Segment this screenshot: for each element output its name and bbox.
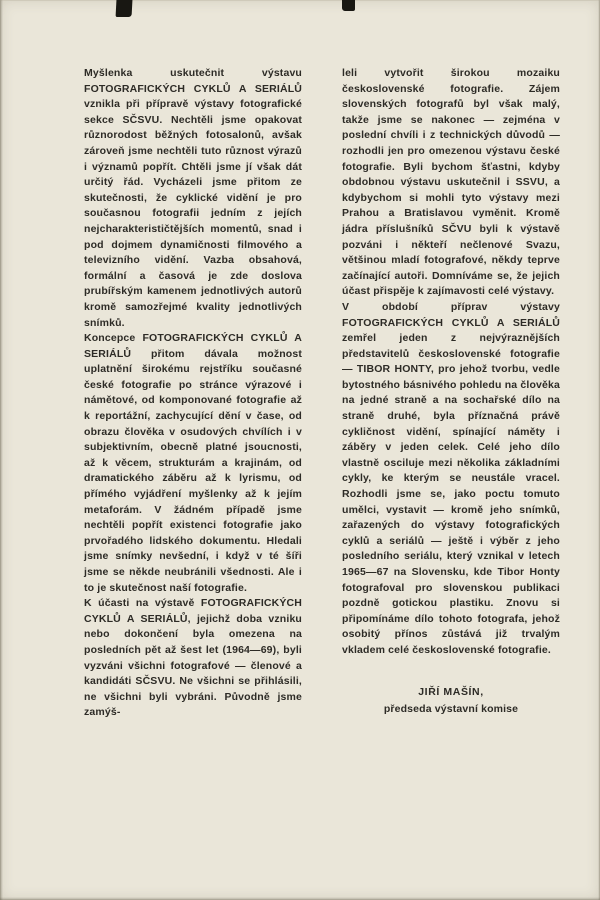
paragraph: V období příprav výstavy FOTOGRAFICKÝCH CYKLŮ A SERIÁLŮ zemřel jeden z nejvýraznějších představitelů československé fotografie — TIBOR HONTY, pro jehož tvorbu, vedle bytostného básnivého pohledu na člověka na jedné straně a na sochařské dílo na straně druhé, byla příznačná právě cykličnost vidění, spínající náměty i záběry v jeden celek. Celé jeho dílo vlastně osciluje mezi několika základními cykly, ke kterým se neustále vracel. Rozhodli jsme se, jako poctu tomuto umělci, vystavit — kromě jeho snímků, zařazených do výstavy fotografických cyklů a seriálů — ještě i výběr z jeho posledního seriálu, který vznikal v letech 1965—67 na Slovensku, kde Tibor Honty fotografoval pro slovenskou publikaci pozdně gotickou plastiku. Znovu si připomínáme dílo tohoto fotografa, jehož osobitý přínos zůstává již trvalým vkladem celé československé fotografie. [342,300,560,656]
left-column [84,66,302,721]
paragraph: Koncepce FOTOGRAFICKÝCH CYKLŮ A SERIÁLŮ přitom dávala možnost uplatnění širokému rejstříku současné české fotografie po stránce výrazové i námětové, od komponované fotografie až k reportážní, zachycující dění v čase, od obrazu člověka v osudových chvílích i v subjektivním, obecně platné jsoucnosti, až k věcem, strukturám a krajinám, od dramatického záběru až k lyrismu, od přímého vyjádření myšlenky až k jejím metaforám. V žádném případě jsme nechtěli popřít existenci fotografie jako prvořadého lidského dokumentu. Hledali jsme snímky nevšední, i když v té šíři jsme se někde neubránili všednosti. Ale i to je skutečnost naší fotografie. [84,332,302,594]
paragraph: K účasti na výstavě FOTOGRAFICKÝCH CYKLŮ A SERIÁLŮ, jejichž doba vzniku nebo dokončení byla omezena na posledních pět až šest let (1964—69), byli vyzváni všichni fotografové — členové a kandidáti SČSVU. Ne všichni se přihlásili, ne všichni byli vybráni. Původně jsme zamýš- [84,597,302,719]
right-column [342,66,560,721]
binding-mark-top-center [342,0,355,11]
paragraph: leli vytvořit širokou mozaiku československé fotografie. Zájem slovenských fotografů byl však malý, takže jsme se nakonec — zejména v poslední chvíli i z technických důvodů — rozhodli jen pro omezenou výstavu české fotografie. Byli bychom šťastni, kdyby obdobnou výstavu uskutečnil i SSVU, a kdybychom si mohli tyto výstavy mezi Prahou a Bratislavou vyměnit. Kromě jádra příslušníků SČVU byli k výstavě pozváni i někteří nečlenové Svazu, většinou mladí fotografové, někdy teprve začínající autoři. Domníváme se, že jejich účast přispěje k zajímavosti celé výstavy. [342,67,560,298]
signature-title: předseda výstavní komise [383,703,519,716]
signature-block [342,685,560,718]
text-columns [84,66,560,721]
paper-edge-left [0,0,3,900]
paragraph: Myšlenka uskutečnit výstavu FOTOGRAFICKÝCH CYKLŮ A SERIÁLŮ vznikla při přípravě výstavy fotografické sekce SČSVU. Nechtěli jsme opakovat různorodost běžných fotosalonů, avšak zároveň jsme nechtěli tuto různost výrazů i významů popřít. Chtěli jsme jí však dát určitý řád. Vycházeli jsme přitom ze skutečnosti, že cyklické vidění je pro současnou fotografii jedním z jejích nejcharakterističtějších momentů, snad i pod dojmem dynamičnosti filmového a televizního vidění. Vazba obsahová, formální a časová je zde doslova prubířským kamenem jednotlivých autorů kromě samozřejmé kvality jednotlivých snímků. [84,67,302,329]
binding-mark-top-left [116,0,133,17]
signature-name: JIŘÍ MAŠÍN, [418,685,484,698]
